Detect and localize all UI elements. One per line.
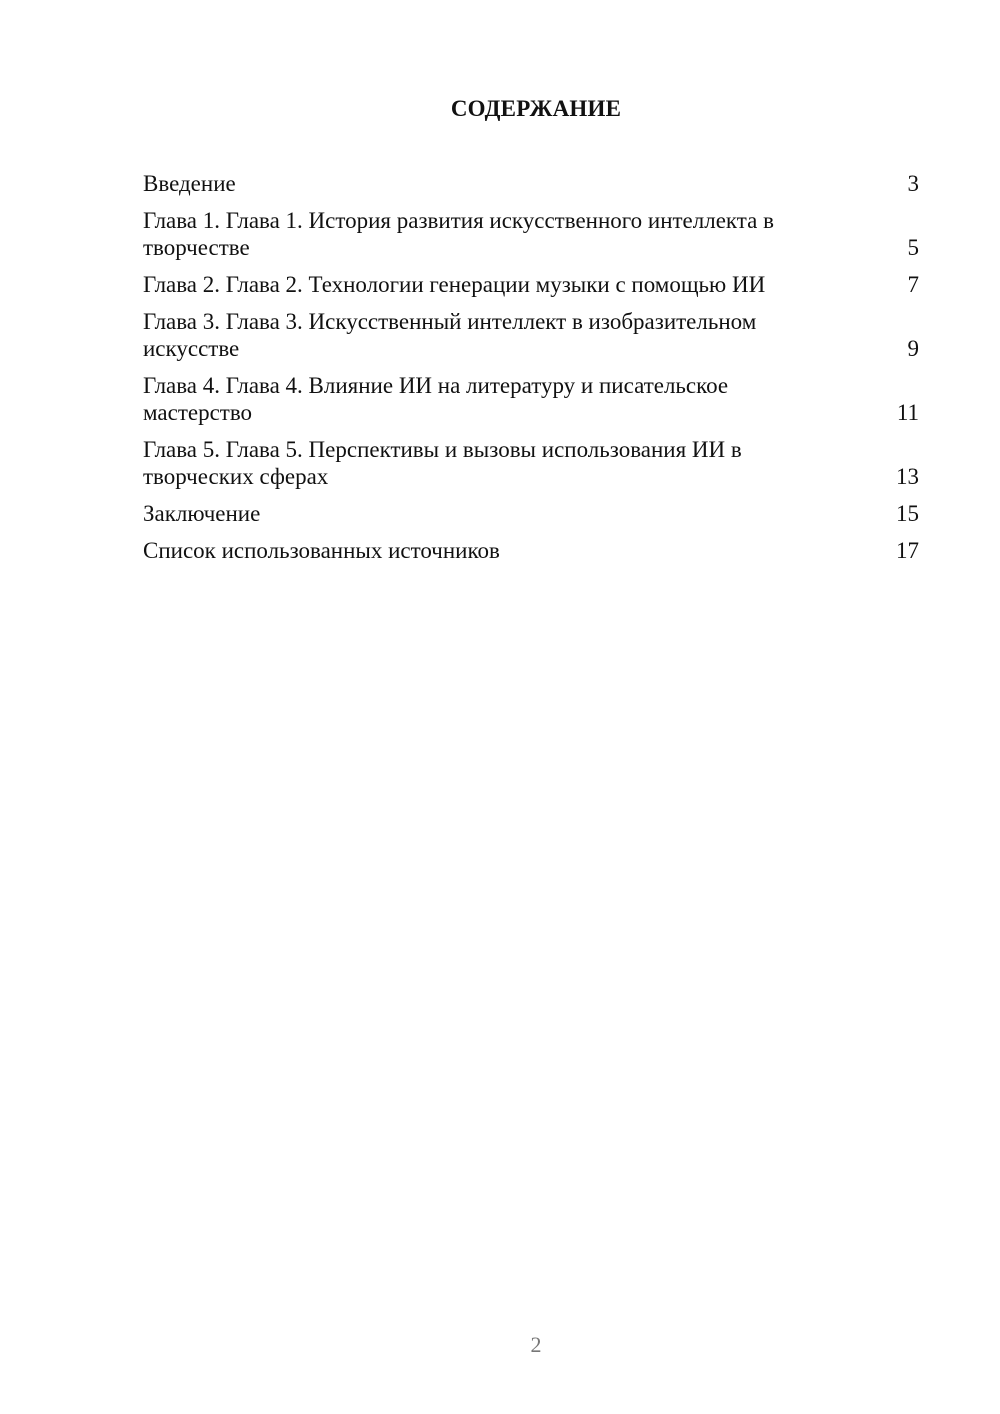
toc-entry-introduction [143, 170, 919, 197]
toc-entry-references [143, 537, 919, 564]
toc-entry-page: 7 [907, 272, 919, 297]
toc-entry-conclusion [143, 500, 919, 527]
toc-entry-page: 3 [907, 171, 919, 196]
toc-entry-chapter-3 [143, 308, 919, 362]
toc-entry-page: 15 [896, 501, 919, 526]
toc-entry-page: 5 [907, 235, 919, 260]
toc-entry-title: Глава 1. Глава 1. История развития искусственного интеллекта в творчестве [143, 208, 774, 260]
toc-entry-page: 17 [896, 538, 919, 563]
toc-entry-title: Заключение [143, 501, 261, 526]
toc-entry-title: Список использованных источников [143, 538, 500, 563]
page-number: 2 [530, 1332, 542, 1357]
toc-entry-page: 9 [907, 336, 919, 361]
toc-entry-page: 11 [896, 400, 919, 425]
table-of-contents [143, 170, 919, 574]
toc-entry-title: Глава 2. Глава 2. Технологии генерации музыки с помощью ИИ [143, 272, 766, 297]
toc-heading: СОДЕРЖАНИЕ [450, 96, 622, 121]
toc-entry-title: Глава 4. Глава 4. Влияние ИИ на литературу и писательское мастерство [143, 373, 729, 425]
toc-entry-chapter-1 [143, 207, 919, 261]
toc-entry-title: Глава 5. Глава 5. Перспективы и вызовы использования ИИ в творческих сферах [143, 437, 742, 489]
toc-entry-title: Глава 3. Глава 3. Искусственный интеллект в изобразительном искусстве [143, 309, 757, 361]
toc-entry-chapter-5 [143, 436, 919, 490]
toc-entry-chapter-2 [143, 271, 919, 298]
toc-entry-page: 13 [896, 464, 919, 489]
toc-entry-title: Введение [143, 171, 236, 196]
toc-entry-chapter-4 [143, 372, 919, 426]
